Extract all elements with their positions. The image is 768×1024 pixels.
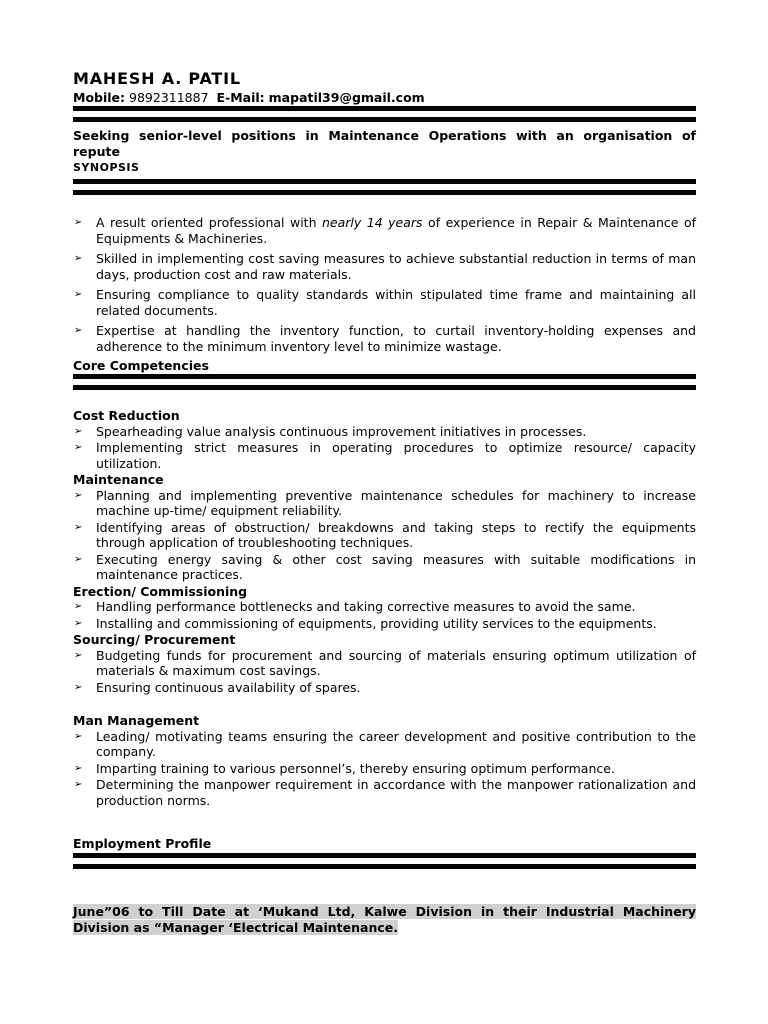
competency-item-text: Handling performance bottlenecks and taking corrective measures to avoid the same. [96,599,636,614]
competency-item [73,599,696,615]
synopsis-item [73,323,696,354]
synopsis-item [73,287,696,318]
synopsis-divider [73,179,696,195]
divider-line [73,864,696,869]
bullet-arrow-icon: ➢ [74,217,83,228]
synopsis-item [73,251,696,282]
bullet-arrow-icon: ➢ [74,253,83,264]
competency-group [73,713,696,808]
competency-item-text: Implementing strict measures in operating procedures to optimize resource/ capacity utilization. [96,440,696,471]
divider-line [73,106,696,111]
competency-item [73,488,696,519]
competency-item [73,729,696,760]
bullet-arrow-icon: ➢ [74,425,83,437]
competency-list [73,648,696,696]
competency-list [73,599,696,631]
bullet-arrow-icon: ➢ [74,762,83,774]
contact-line [73,90,696,106]
competency-group-heading: Cost Reduction [73,408,180,423]
bullet-arrow-icon: ➢ [74,649,83,661]
divider-line [73,190,696,195]
mobile-number: 9892311887 [129,90,209,105]
bullet-arrow-icon: ➢ [74,601,83,612]
divider-line [73,374,696,379]
competency-item-text: Budgeting funds for procurement and sourcing of materials ensuring optimum utilization of materials & maximum cost savings. [96,647,696,678]
candidate-name: MAHESH A. PATIL [73,69,241,88]
mobile-label: Mobile: [73,90,126,105]
bullet-arrow-icon: ➢ [74,521,83,533]
synopsis-item-text: of experience in Repair & Maintenance of Equipments & Machineries. [96,215,696,246]
competency-item [73,440,696,471]
employment-entry-text: June”06 to Till Date at ‘Mukand Ltd, Kalwe Division in their Industrial Machinery Division as “Manager ‘Electrical Maintenance. [73,904,696,935]
synopsis-item [73,215,696,246]
competency-item [73,680,696,696]
competency-group-heading: Sourcing/ Procurement [73,632,236,647]
synopsis-heading: SYNOPSIS [73,161,140,174]
header-divider [73,106,696,122]
competency-item-text: Determining the manpower requirement in accordance with the manpower rationalization and production norms. [96,777,696,808]
competency-item [73,761,696,777]
bullet-arrow-icon: ➢ [74,489,83,501]
competency-item-text: Executing energy saving & other cost saving measures with suitable modifications in maintenance practices. [96,551,696,582]
competency-group [73,584,696,632]
competency-item-text: Identifying areas of obstruction/ breakdowns and taking steps to rectify the equipments through application of troubleshooting techniques. [96,519,696,550]
synopsis-item-text: Skilled in implementing cost saving measures to achieve substantial reduction in terms of man days, production cost and raw materials. [96,251,696,282]
competency-list [73,729,696,809]
bullet-arrow-icon: ➢ [74,617,83,629]
competency-item-text: Installing and commissioning of equipments, providing utility services to the equipments. [96,615,657,631]
bullet-arrow-icon: ➢ [74,553,83,565]
competency-item [73,520,696,551]
competency-item [73,552,696,583]
competency-item-text: Spearheading value analysis continuous improvement initiatives in processes. [96,423,587,439]
competency-group [73,632,696,695]
employment-profile-heading: Employment Profile [73,836,212,851]
email-label: E-Mail: [216,90,265,105]
synopsis-item-text: Expertise at handling the inventory function, to curtail inventory-holding expenses and adherence to the minimum inventory level to minimize wastage. [96,323,696,354]
core-divider [73,374,696,390]
competency-group-heading: Maintenance [73,472,164,487]
bullet-arrow-icon: ➢ [74,779,83,790]
competency-item [73,424,696,440]
competency-list [73,488,696,583]
bullet-arrow-icon: ➢ [74,289,83,300]
bullet-arrow-icon: ➢ [74,730,83,742]
bullet-arrow-icon: ➢ [74,681,83,693]
competency-item [73,616,696,632]
competency-item-text: Leading/ motivating teams ensuring the career development and positive contribution to the company. [96,728,696,759]
competency-item-text: Planning and implementing preventive maintenance schedules for machinery to increase machine up-time/ equipment reliability. [96,487,696,518]
competency-item-text: Imparting training to various personnel’s, thereby ensuring optimum performance. [96,760,615,776]
competency-item-text: Ensuring continuous availability of spares. [96,679,361,695]
synopsis-list [73,215,696,359]
competency-group [73,408,696,471]
employment-entry [73,904,696,935]
career-objective: Seeking senior-level positions in Maintenance Operations with an organisation of repute [73,128,696,159]
competency-group [73,472,696,583]
core-competency-groups [73,408,696,809]
employment-divider [73,853,696,869]
synopsis-item-text: A result oriented professional with [96,215,322,230]
divider-line [73,179,696,184]
divider-line [73,117,696,122]
synopsis-item-text: Ensuring compliance to quality standards within stipulated time frame and maintaining all related documents. [96,287,696,318]
email-address: mapatil39@gmail.com [268,90,425,105]
competency-item [73,648,696,679]
competency-group-heading: Erection/ Commissioning [73,583,248,599]
divider-line [73,385,696,390]
competency-list [73,424,696,472]
core-competencies-heading: Core Competencies [73,358,209,373]
competency-item [73,777,696,808]
synopsis-item-emphasis: nearly 14 years [322,215,423,230]
bullet-arrow-icon: ➢ [74,442,83,453]
bullet-arrow-icon: ➢ [74,325,83,336]
competency-group-heading: Man Management [73,713,200,728]
divider-line [73,853,696,858]
